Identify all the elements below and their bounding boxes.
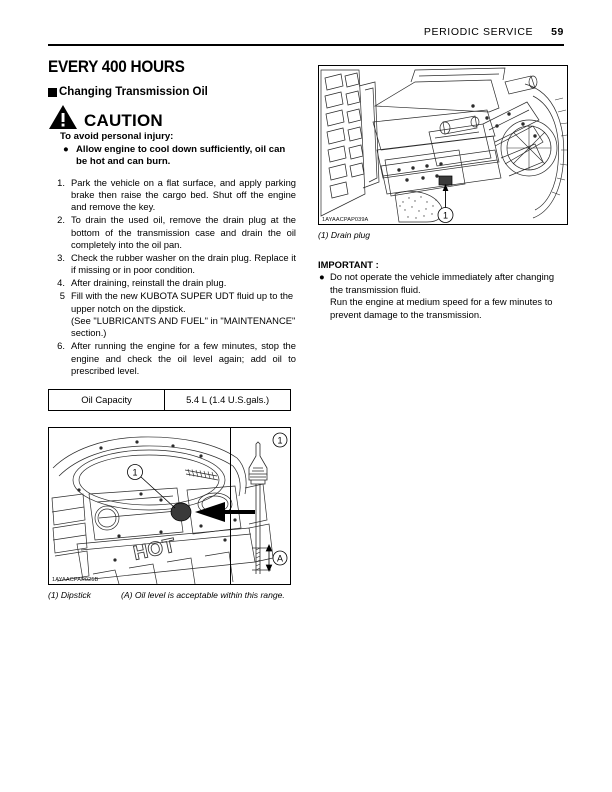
figure-drain-plug-id: 1AYAACPAP039A [322, 217, 369, 223]
caution-intro: To avoid personal injury: [60, 131, 174, 142]
step-note: (See "LUBRICANTS AND FUEL" in "MAINTENANCE" section.) [71, 314, 296, 339]
caution-text [60, 131, 296, 169]
figure-dipstick-caption [48, 590, 296, 600]
step-number: 4. [57, 277, 65, 289]
important-line-1: Do not operate the vehicle immediately after changing the transmission fluid. [330, 271, 555, 295]
oil-capacity-table [48, 389, 291, 411]
capacity-label-cell: Oil Capacity [49, 389, 165, 410]
important-line-2: Run the engine at medium speed for a few minutes to prevent damage to the transmission. [330, 296, 553, 320]
step-text: Fill with the new KUBOTA SUPER UDT fluid up to the upper notch on the dipstick. [71, 290, 294, 314]
bullet-icon: ● [63, 144, 69, 156]
step-text: After running the engine for a few minutes, stop the engine and check the oil level again; add oil to prescribed level. [71, 340, 296, 377]
step-text: To drain the used oil, remove the drain plug at the bottom of the transmission case and drain the oil completely into the oil pan. [71, 214, 296, 251]
step-number: 2. [57, 214, 65, 226]
caution-item-text: Allow engine to cool down sufficiently, oil can be hot and can burn. [76, 144, 286, 168]
caution-header [48, 104, 296, 130]
header-section-title: PERIODIC SERVICE [423, 26, 534, 38]
procedure-steps [48, 177, 296, 378]
important-title: IMPORTANT : [318, 259, 379, 270]
svg-text:1: 1 [442, 210, 449, 221]
list-item [48, 340, 296, 377]
svg-text:A: A [276, 553, 284, 564]
table-row [49, 389, 291, 410]
step-number: 1. [57, 176, 65, 188]
important-block [318, 271, 568, 321]
caution-item [60, 144, 296, 168]
caution-block [48, 104, 296, 169]
figure-drain-plug-caption: (1) Drain plug [318, 230, 371, 240]
figure-dipstick-caption-1: (1) Dipstick [48, 589, 91, 600]
step-number: 3. [57, 251, 65, 263]
step-number: 5 [59, 290, 65, 302]
section-subtitle [48, 86, 296, 98]
dipstick-detail-drawing [231, 428, 290, 584]
list-item [48, 214, 296, 251]
figure-drain-plug [318, 65, 568, 225]
step-number: 6. [57, 340, 65, 352]
warning-triangle-icon [48, 104, 78, 130]
left-column [48, 58, 296, 600]
header-rule [48, 44, 564, 46]
svg-text:1: 1 [277, 435, 283, 446]
list-item [48, 290, 296, 340]
figure-dipstick [48, 427, 291, 585]
list-item [48, 177, 296, 214]
step-text: Check the rubber washer on the drain plug. Replace it if missing or in poor condition. [71, 251, 296, 276]
step-text: After draining, reinstall the drain plug. [71, 277, 227, 289]
page-title: EVERY 400 HOURS [48, 58, 185, 76]
figure-drain-plug-drawing [319, 66, 567, 224]
step-text: Park the vehicle on a flat surface, and apply parking brake then raise the cargo bed. Shut off the engine and remove the key. [71, 176, 296, 213]
section-subtitle-label: Changing Transmission Oil [59, 86, 208, 98]
list-item [48, 252, 296, 277]
header-page-number: 59 [551, 26, 564, 38]
caution-label: CAUTION [84, 111, 163, 130]
bullet-icon: ● [319, 271, 325, 282]
black-square-icon [48, 88, 57, 97]
capacity-value-cell: 5.4 L (1.4 U.S.gals.) [165, 389, 291, 410]
page-header [424, 26, 564, 38]
list-item [48, 277, 296, 289]
svg-text:HOT: HOT [131, 534, 178, 565]
right-column [318, 58, 568, 321]
figure-dipstick-id: 1AYAACPAP025B [52, 576, 99, 583]
svg-text:1: 1 [132, 467, 138, 478]
figure-dipstick-caption-2: (A) Oil level is acceptable within this range. [120, 589, 285, 600]
